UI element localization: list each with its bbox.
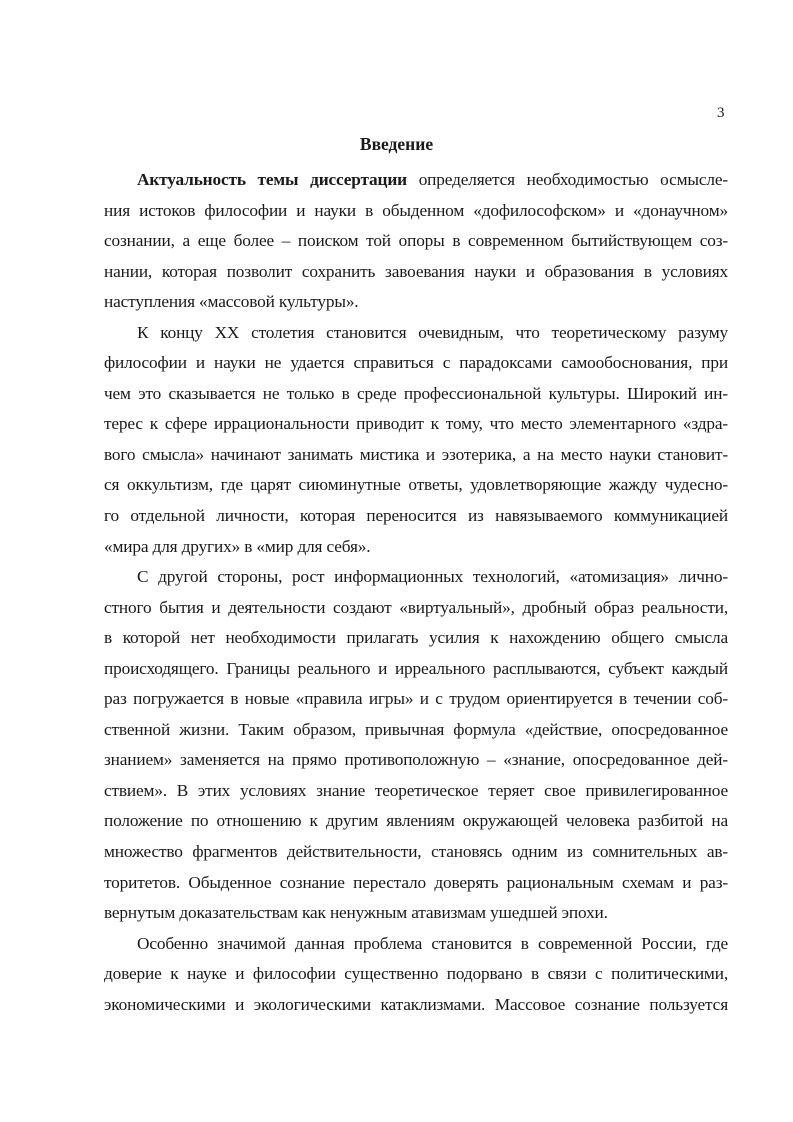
paragraph: [104, 165, 728, 318]
text-line: [104, 929, 728, 960]
line-text: происходящего. Границы реального и ирреального расплываются, субъект каждый: [104, 658, 728, 678]
paragraph: [104, 562, 728, 929]
line-text: множество фрагментов действительности, становясь одним из сомнительных ав-: [104, 842, 728, 862]
line-text: вого смысла» начинают занимать мистика и эзотерика, а на место науки становит-: [104, 444, 728, 464]
text-line: [104, 806, 728, 837]
text-line: [104, 532, 728, 563]
text-line: [104, 593, 728, 624]
line-text: философии и науки не удается справиться с парадоксами самообоснования, при: [104, 353, 728, 373]
line-text: раз погружается в новые «правила игры» и с трудом ориентируется в течении соб-: [104, 689, 728, 709]
text-line: [104, 898, 728, 929]
line-text: «мира для других» в «мир для себя».: [104, 536, 371, 556]
text-line: [104, 501, 728, 532]
line-text: положение по отношению к другим явлениям окружающей человека разбитой на: [104, 811, 728, 831]
text-line: [104, 287, 728, 318]
line-text: торитетов. Обыденное сознание перестало доверять рациональным схемам и раз-: [104, 872, 728, 892]
text-line: [104, 318, 728, 349]
line-text: наступления «массовой культуры».: [104, 292, 359, 312]
page-number: 3: [717, 105, 725, 121]
line-text: сознании, а еще более – поиском той опоры в современном бытийствующем соз-: [104, 231, 728, 251]
text-line: [104, 654, 728, 685]
line-text: знанием» заменяется на прямо противоположную – «знание, опосредованное дей-: [104, 750, 728, 770]
text-line: [104, 562, 728, 593]
line-text: К концу XX столетия становится очевидным, что теоретическому разуму: [137, 322, 728, 342]
text-line: [104, 990, 728, 1021]
text-line: [104, 379, 728, 410]
text-line: [104, 959, 728, 990]
text-line: [104, 776, 728, 807]
document-body: [104, 165, 728, 1020]
text-line: [104, 470, 728, 501]
line-text: чем это сказывается не только в среде профессиональной культуры. Широкий ин-: [104, 383, 728, 403]
text-line: [104, 257, 728, 288]
line-text: ствием». В этих условиях знание теоретическое теряет свое привилегированное: [104, 780, 728, 800]
line-text: стного бытия и деятельности создают «виртуальный», дробный образ реальности,: [104, 597, 728, 617]
text-line: [104, 745, 728, 776]
page-title: Введение: [359, 134, 434, 154]
line-text: ся оккультизм, где царят сиюминутные ответы, удовлетворяющие жажду чудесно-: [104, 475, 728, 495]
line-text: нании, которая позволит сохранить завоевания науки и образования в условиях: [104, 261, 728, 281]
text-line: [104, 623, 728, 654]
text-line: [104, 348, 728, 379]
line-text: определяется необходимостью осмысле-: [406, 170, 728, 189]
text-line: [104, 684, 728, 715]
line-text: экономическими и экологическими катаклизмами. Массовое сознание пользуется: [104, 994, 728, 1014]
text-line: [104, 837, 728, 868]
paragraph: [104, 318, 728, 562]
line-text: Особенно значимой данная проблема становится в современной России, где: [137, 933, 728, 953]
line-text: в которой нет необходимости прилагать усилия к нахождению общего смысла: [104, 628, 728, 648]
text-line: [104, 409, 728, 440]
line-text: го отдельной личности, которая переносится из навязываемого коммуникацией: [104, 506, 728, 526]
line-text: доверие к науке и философии существенно подорвано в связи с политическими,: [104, 964, 728, 984]
text-line: [104, 226, 728, 257]
text-line: [104, 440, 728, 471]
text-line: [104, 715, 728, 746]
text-line: [104, 196, 728, 227]
text-line: [104, 868, 728, 899]
bold-lead: Актуальность темы диссертации: [137, 170, 407, 189]
line-text: С другой стороны, рост информационных технологий, «атомизация» лично-: [137, 567, 728, 587]
line-text: терес к сфере иррациональности приводит к тому, что место элементарного «здра-: [104, 414, 728, 434]
line-text: ния истоков философии и науки в обыденном «дофилософском» и «донаучном»: [104, 200, 728, 220]
line-text: вернутым доказательствам как ненужным атавизмам ушедшей эпохи.: [104, 903, 608, 923]
paragraph: [104, 929, 728, 1021]
line-text: ственной жизни. Таким образом, привычная формула «действие, опосредованное: [104, 719, 728, 739]
text-line: [104, 165, 728, 196]
